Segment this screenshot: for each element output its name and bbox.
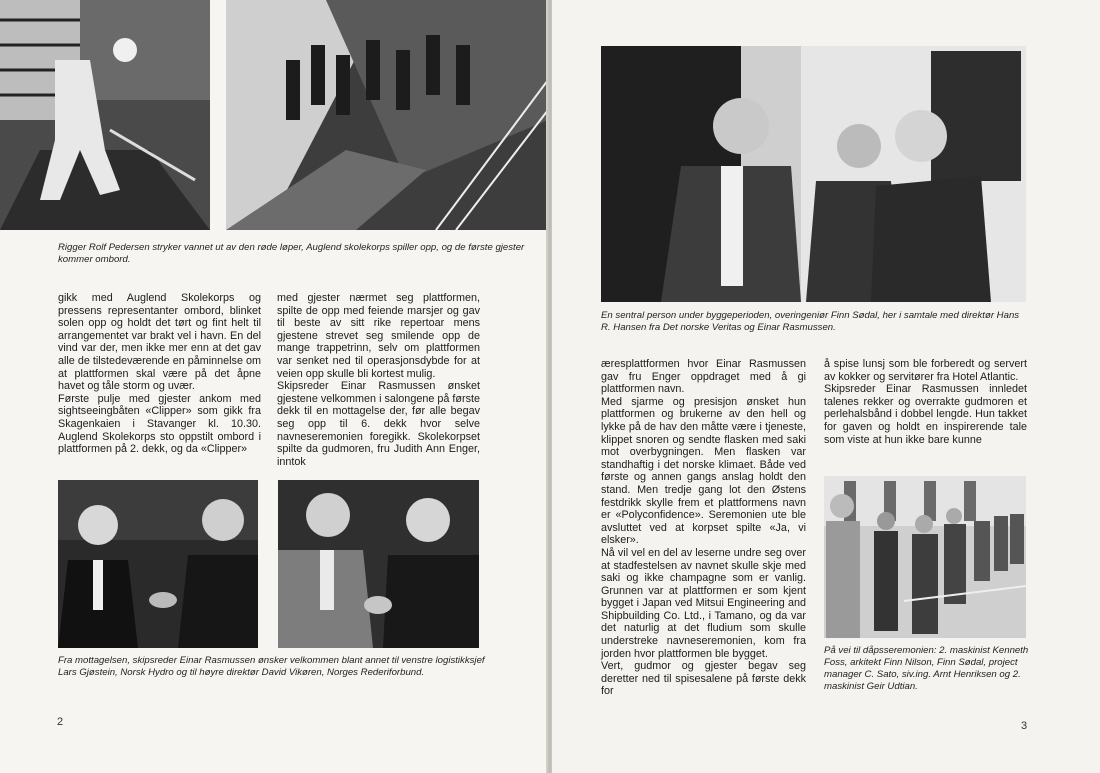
article-column-1-right: æresplattformen hvor Einar Rasmussen gav fru Enger oppdraget med å gi plattformen navn. Med sjarme og presisjon ønsket hun plattformen og brukerne av den hell og lykke på de hav den måtte være i tjeneste, klippet snoren og sendte flasken med saki mot overbygningen. Men flasken var standhaftig i det norske klimaet. Både ved første og annen gangs anslag holdt den stand. Men tredje gang lot den Østens festdrikk skylle frem et plattformens navn er «Polyconfidence». Seremonien ute ble avsluttet ved at korpset spilte «Ja, vi elsker». Nå vil vel en del av leserne undre seg over at stadfestelsen av navnet skulle skje med saki og ikke champagne som er vanlig. Grunnen var at plattformen er som kjent bygget i Japan ved Mitsui Engineering and Shipbuilding Co. Ltd., i Tamano, og da var det naturlig at det fludium som skulle understreke navneseremonien, kom fra jorden hvor plattformen ble bygget. Vert, gudmor og gjester begav seg deretter ned til spisesalene på første dekk for — [601, 358, 806, 698]
photo-school-band-stairs — [226, 0, 548, 230]
bottom-photo-caption: Fra mottagelsen, skipsreder Einar Rasmussen ønsker velkommen blant annet til venstre logistikksjef Lars Gjøstein, Norsk Hydro og til høyre direktør David Vikøren, Norges Rederiforbund. — [58, 655, 485, 678]
photo-group-on-deck — [824, 476, 1026, 638]
article-column-2: med gjester nærmet seg plattformen, spilte de opp med feiende marsjer og gav til beste av sitt rike repertoar mens gjestene strevet seg smilende opp de mange trappetrinn, selv om plattformen var senket ned til operasjonsdybde for at veien opp skulle bli kortest mulig. Skipsreder Einar Rasmussen ønsket gjestene velkommen i salongene på første dekk til en mottagelse der, før alle begav seg opp til 6. dekk hvor selve navneseremonien foregikk. Skolekorpset spilte da gudmoren, fru Judith Ann Enger, inntok — [277, 292, 480, 468]
right-page — [552, 0, 1100, 773]
article-column-2-right: å spise lunsj som ble forberedt og servert av kokker og servitører fra Hotel Atlantic. Skipsreder Einar Rasmussen innledet talenes rekker og overrakte gudmoren et perlehalsbånd i dobbel lengde. Hun takket for gaven og holdt en inspirerende tale som viste at hun ikke bare kunne — [824, 358, 1027, 446]
page-number-right: 3 — [1021, 720, 1028, 732]
top-photo-caption: Rigger Rolf Pedersen stryker vannet ut av den røde løper, Auglend skolekorps spiller opp, og de første gjester kommer ombord. — [58, 242, 525, 265]
left-page — [0, 0, 548, 773]
page-number-left: 2 — [57, 716, 64, 728]
bottom-photo-caption-right: På vei til dåpsseremonien: 2. maskinist Kenneth Foss, arkitekt Finn Nilson, Finn Sødal, project manager C. Sato, siv.ing. Arnt Henriksen og 2. maskinist Geir Udtian. — [824, 645, 1029, 692]
photo-rigger-sweeping — [0, 0, 210, 230]
article-column-1: gikk med Auglend Skolekorps og pressens representanter ombord, blinket solen opp og holdt det tørt og fint helt til arrangementet var brakt vel i havn. En del vind var der, men ikke mer enn at det gav alle de tilstedeværende en påminnelse om at plattformen skal være på det åpne havet og tåle storm og uvær. Første pulje med gjester ankom med sightseeingbåten «Clipper» som gikk fra Skagenkaien i Stavanger kl. 10.30. Auglend Skolekorps sto oppstilt ombord i plattformen på 2. dekk, og da «Clipper» — [58, 292, 261, 456]
photo-reception-handshake-right — [278, 480, 479, 648]
photo-sodal-conversation — [601, 46, 1026, 302]
top-photo-caption-right: En sentral person under byggeperioden, overingeniør Finn Sødal, her i samtale med direktør Hans R. Hansen fra Det norske Veritas og Einar Rasmussen. — [601, 310, 1020, 333]
photo-reception-handshake-left — [58, 480, 258, 648]
